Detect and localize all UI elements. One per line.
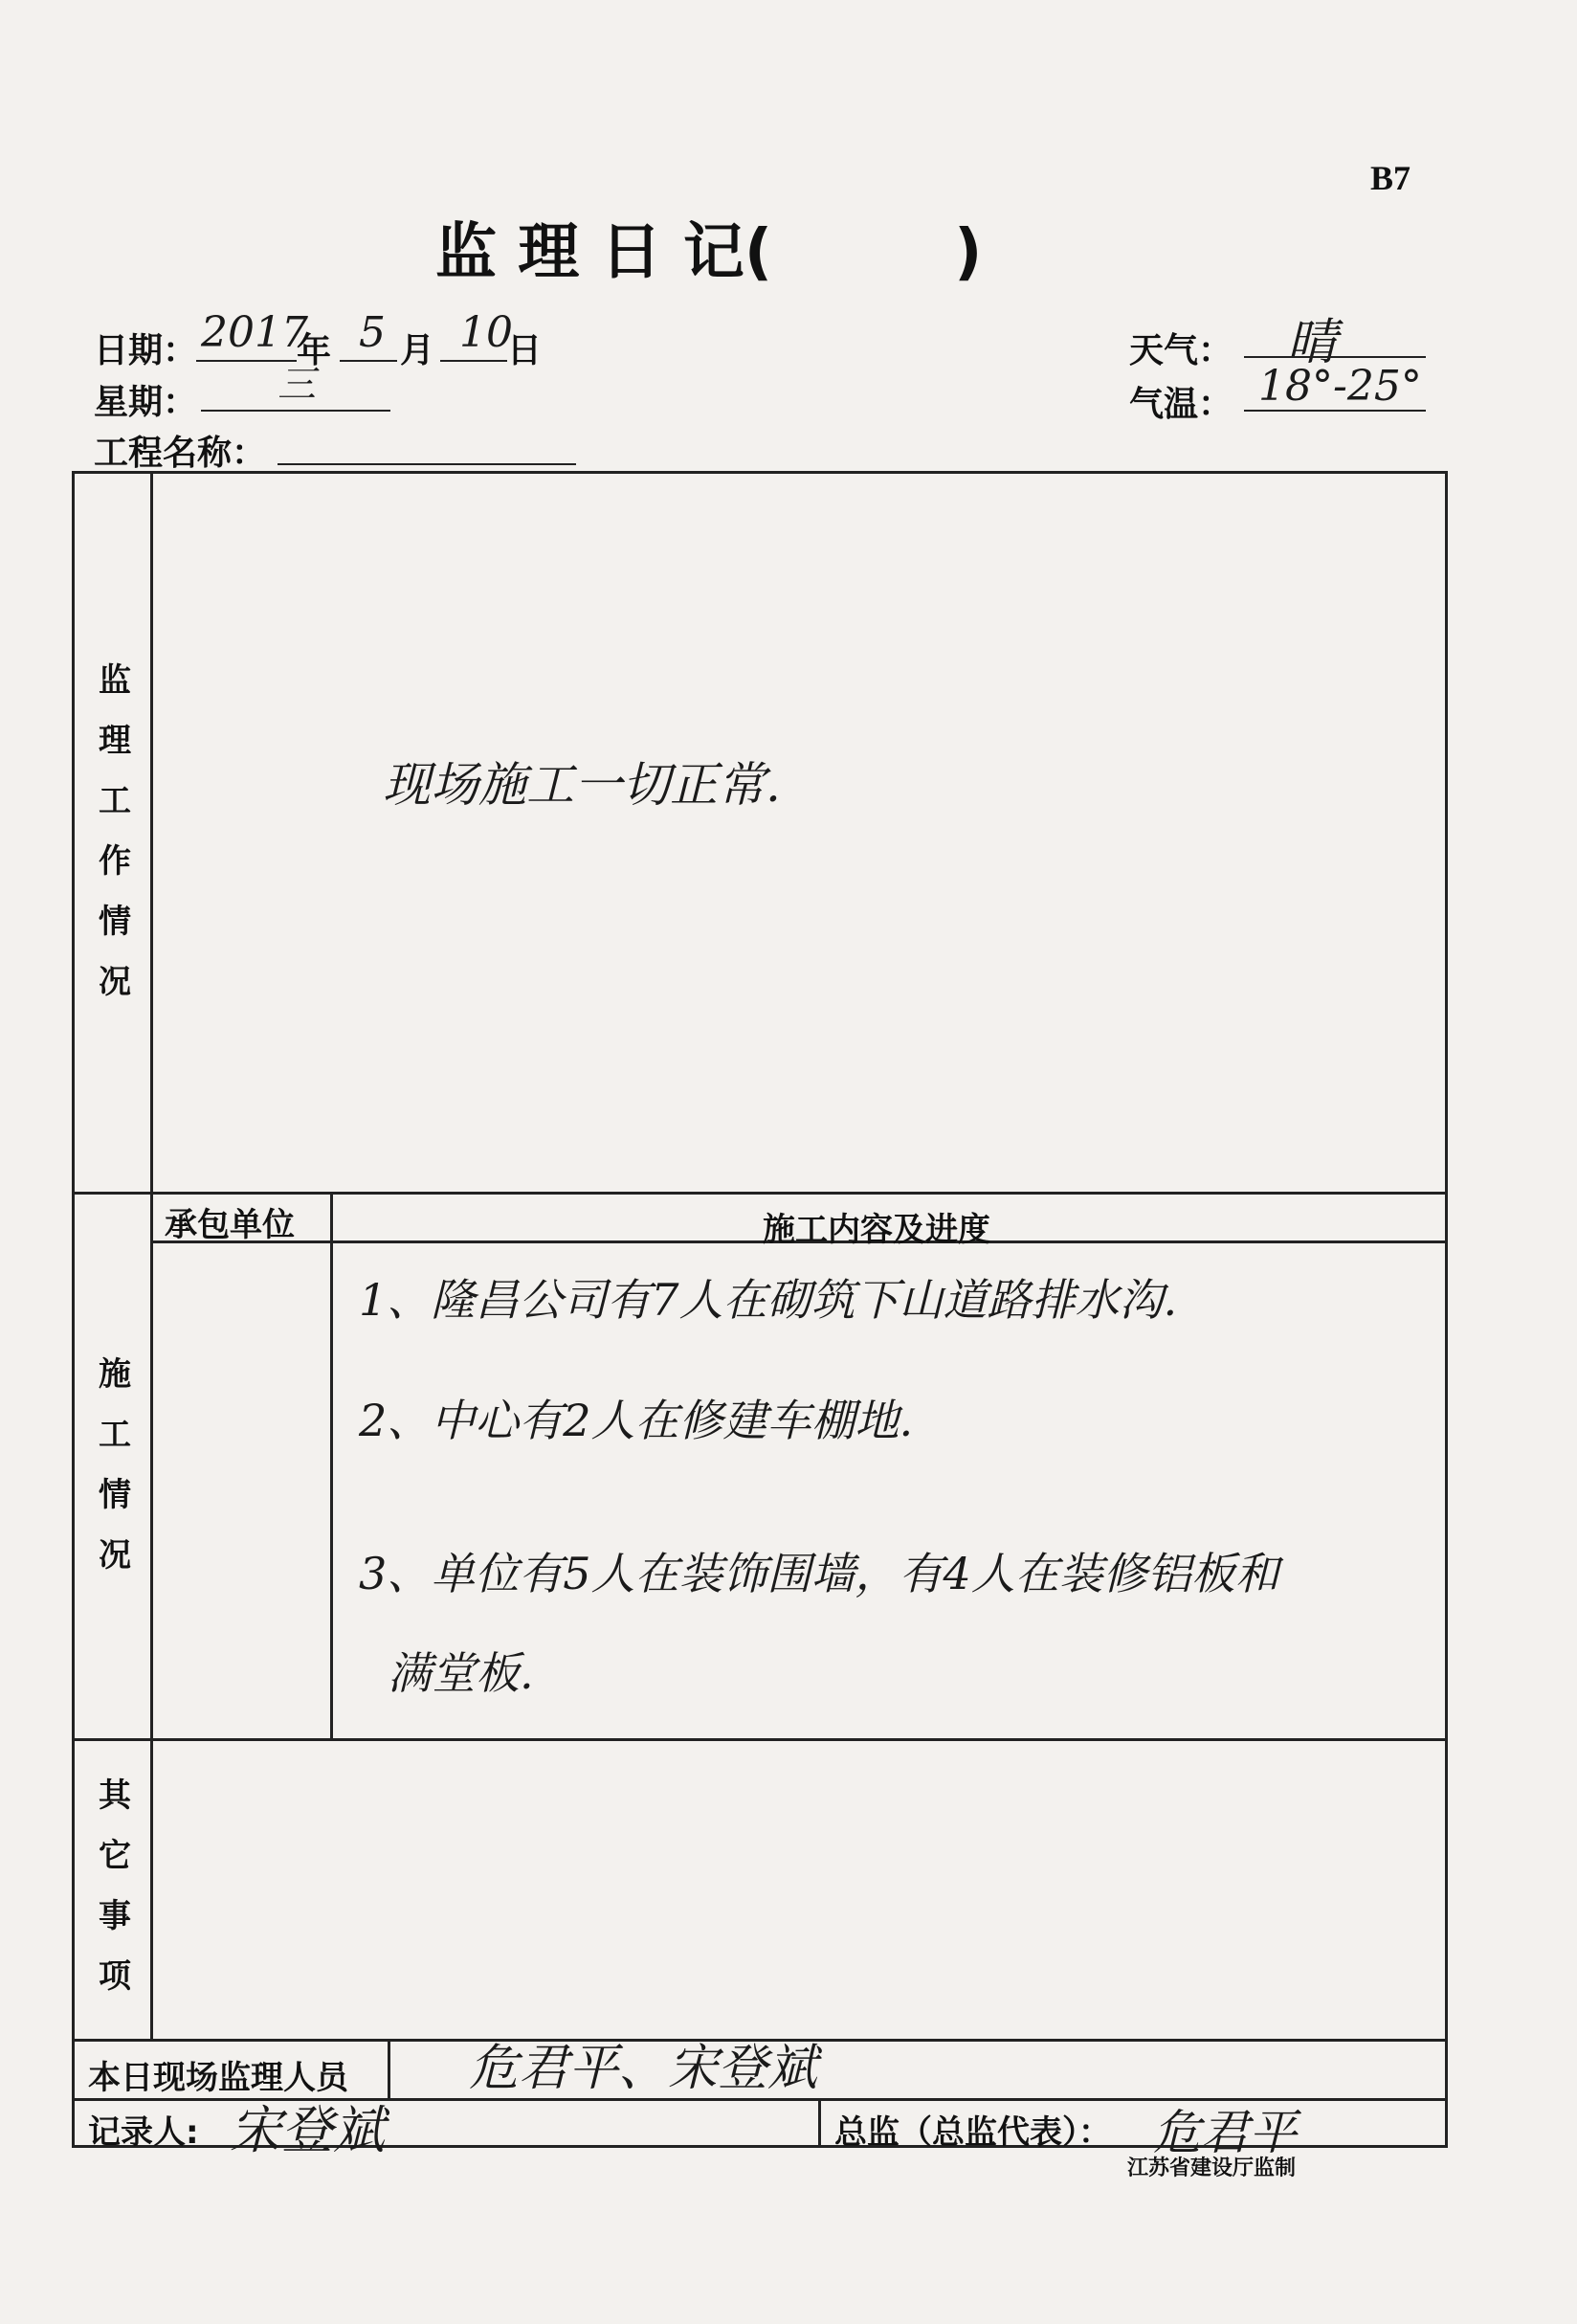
supervision-work-label [86,651,144,1013]
date-label: 日期： [94,331,198,370]
project-label: 工程名称： [94,434,267,473]
label-column-divider [150,471,153,2039]
construction-label [86,1345,144,1586]
progress-item: 2、中心有2人在修建车棚地. [359,1395,914,1446]
issuer-note: 江苏省建设厅监制 [1127,2156,1297,2180]
weather-label: 天气： [1129,331,1233,370]
supervision-work-content: 现场施工一切正常. [383,757,781,813]
date-year-suffix: 年 [297,331,332,370]
progress-item: 3、单位有5人在装饰围墙，有4人在装修铝板和 [359,1548,1279,1599]
weekday-underline [201,410,390,412]
section-label-char: 事 [99,1897,131,1935]
recorder-label: 记录人: [88,2113,199,2152]
recorder-chief-divider [818,2098,821,2148]
temp-value: 18°-25° [1258,362,1422,411]
progress-item: 1、隆昌公司有7人在砌筑下山道路排水沟. [359,1274,1178,1326]
weekday-value: 三 [278,363,316,407]
section-label-char: 监 [99,661,131,700]
section-label-char: 情 [99,1476,131,1514]
title-close: ) [954,217,983,288]
section-label-char: 它 [99,1837,131,1875]
contractor-column-header: 承包单位 [165,1206,295,1244]
form-code: B7 [1370,159,1411,197]
date-year: 2017 [201,308,308,357]
section-label-char: 其 [99,1777,131,1815]
staff-row-divider [388,2039,390,2098]
section-label-char: 施 [99,1355,131,1394]
section-label-char: 况 [99,963,131,1001]
staff-label: 本日现场监理人员 [88,2059,348,2097]
weather-underline [1244,356,1426,358]
date-month: 5 [359,308,386,357]
temp-label: 气温： [1129,385,1233,424]
section-label-char: 项 [99,1957,131,1996]
chief-label: 总监（总监代表）： [834,2113,1111,2152]
section-label-char: 况 [99,1536,131,1575]
date-month-suffix: 月 [400,331,435,370]
recorder-value: 宋登斌 [230,2100,385,2160]
staff-value: 危君平、宋登斌 [469,2040,818,2097]
weekday-label: 星期： [94,383,198,422]
row-divider-2 [72,1738,1448,1741]
project-underline [278,463,576,465]
progress-item: 满堂板. [388,1647,534,1699]
title-main: 监 理 日 记( [435,217,773,288]
temp-underline [1244,410,1426,412]
date-day-suffix: 日 [507,331,543,370]
section-label-char: 情 [99,903,131,941]
date-day-underline [440,360,507,362]
progress-column-header: 施工内容及进度 [763,1211,990,1249]
date-month-underline [340,360,397,362]
other-matters-label [86,1766,144,2007]
contractor-column-divider [330,1192,333,1738]
section-label-char: 作 [99,842,131,881]
section-label-char: 工 [99,782,131,820]
chief-value: 危君平 [1153,2105,1297,2160]
date-day: 10 [459,308,513,357]
section-label-char: 工 [99,1416,131,1454]
weather-value: 晴 [1287,314,1338,371]
row-divider-1 [72,1192,1448,1195]
section-label-char: 理 [99,722,131,760]
page-title [435,203,982,291]
